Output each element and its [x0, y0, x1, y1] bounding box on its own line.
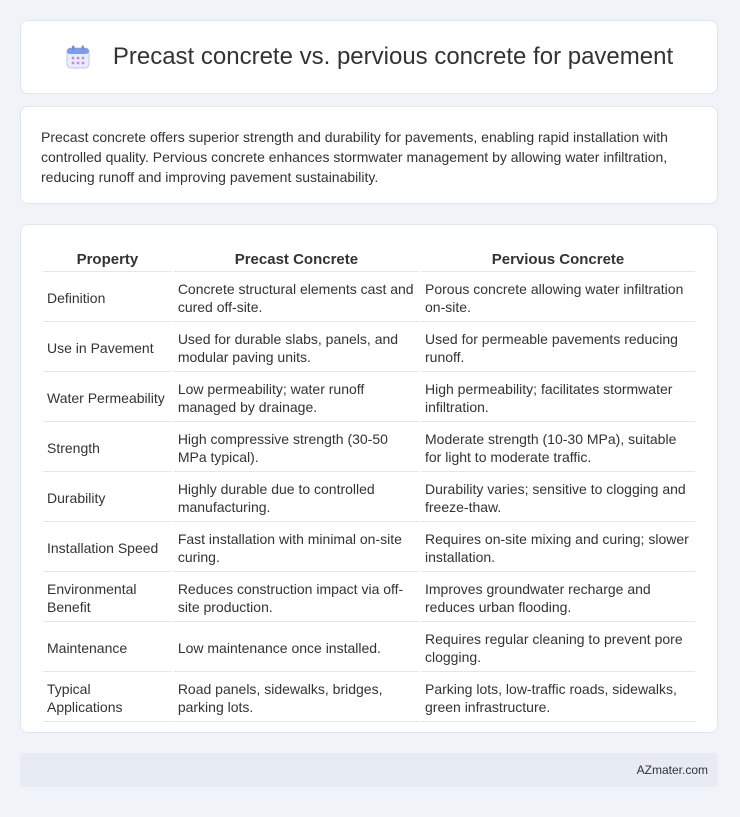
table-row [43, 574, 695, 622]
row-pervious: Parking lots, low-traffic roads, sidewalks, green infrastructure. [421, 674, 695, 722]
table-row [43, 324, 695, 372]
table-row [43, 474, 695, 522]
table-row [43, 674, 695, 722]
table-row [43, 424, 695, 472]
row-property: Water Permeability [43, 374, 172, 422]
row-pervious: Improves groundwater recharge and reduces urban flooding. [421, 574, 695, 622]
row-property: Strength [43, 424, 172, 472]
header-pervious: Pervious Concrete [421, 247, 695, 272]
table-header-row [43, 247, 695, 272]
footer-bar [20, 753, 718, 787]
row-precast: High compressive strength (30-50 MPa typical). [174, 424, 419, 472]
row-precast: Road panels, sidewalks, bridges, parking lots. [174, 674, 419, 722]
row-property: Maintenance [43, 624, 172, 672]
page-title: Precast concrete vs. pervious concrete for pavement [112, 43, 674, 70]
row-property: Durability [43, 474, 172, 522]
comparison-table [41, 245, 697, 724]
footer-brand-link[interactable]: AZmater.com [636, 763, 708, 777]
table-row [43, 274, 695, 322]
row-precast: Low maintenance once installed. [174, 624, 419, 672]
table-row [43, 374, 695, 422]
comparison-card [20, 224, 718, 733]
intro-paragraph: Precast concrete offers superior strength and durability for pavements, enabling rapid installation with controlled quality. Pervious concrete enhances stormwater management by allowing water infiltration, reducing runoff and improving pavement sustainability. [41, 129, 668, 185]
row-pervious: Requires regular cleaning to prevent pore clogging. [421, 624, 695, 672]
row-precast: Fast installation with minimal on-site curing. [174, 524, 419, 572]
row-pervious: Requires on-site mixing and curing; slower installation. [421, 524, 695, 572]
row-property: Typical Applications [43, 674, 172, 722]
row-property: Use in Pavement [43, 324, 172, 372]
row-property: Definition [43, 274, 172, 322]
table-row [43, 624, 695, 672]
table-row [43, 524, 695, 572]
intro-card [20, 106, 718, 204]
row-precast: Used for durable slabs, panels, and modular paving units. [174, 324, 419, 372]
row-pervious: High permeability; facilitates stormwater infiltration. [421, 374, 695, 422]
row-precast: Highly durable due to controlled manufacturing. [174, 474, 419, 522]
row-precast: Low permeability; water runoff managed by drainage. [174, 374, 419, 422]
row-property: Installation Speed [43, 524, 172, 572]
header-precast: Precast Concrete [174, 247, 419, 272]
row-pervious: Moderate strength (10-30 MPa), suitable for light to moderate traffic. [421, 424, 695, 472]
row-pervious: Porous concrete allowing water infiltration on-site. [421, 274, 695, 322]
row-precast: Concrete structural elements cast and cured off-site. [174, 274, 419, 322]
row-pervious: Durability varies; sensitive to clogging and freeze-thaw. [421, 474, 695, 522]
row-property: Environmental Benefit [43, 574, 172, 622]
title-card [20, 20, 718, 94]
row-precast: Reduces construction impact via off-site production. [174, 574, 419, 622]
header-property: Property [43, 247, 172, 272]
row-pervious: Used for permeable pavements reducing runoff. [421, 324, 695, 372]
calendar-icon [65, 44, 91, 70]
